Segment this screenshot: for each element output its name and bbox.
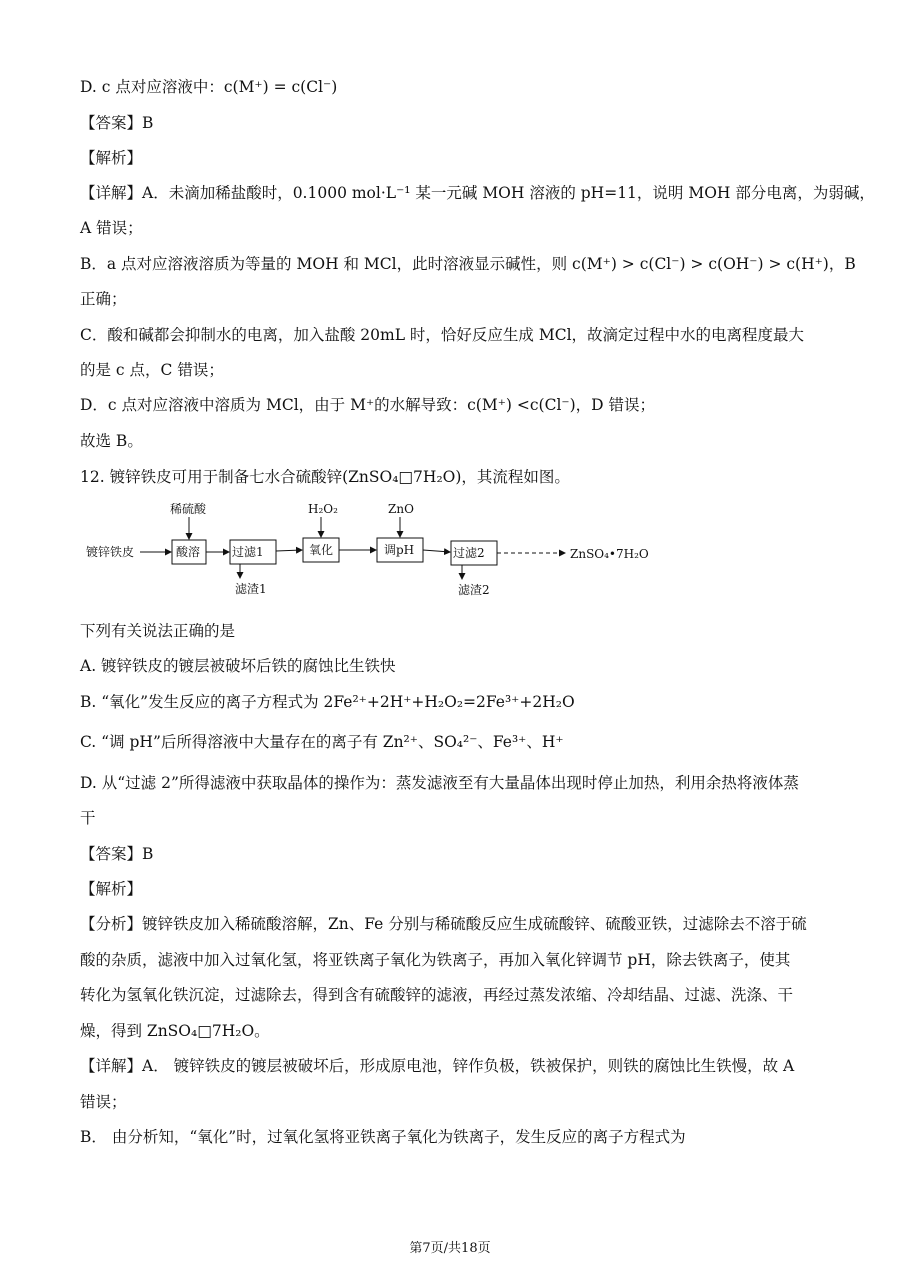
answer-label: 【答案】B [80,114,154,132]
analysis-line4: 燥，得到 ZnSO₄□7H₂O。 [80,1022,270,1040]
analysis-line1: 【分析】镀锌铁皮加入稀硫酸溶解，Zn、Fe 分别与稀硫酸反应生成硫酸锌、硫酸亚铁，过滤除去不溶于硫 [80,915,807,933]
answer-label-2: 【答案】B [80,845,154,863]
flow-step-filter-1: 过滤1 [232,545,264,559]
detail-c-line2: 的是 c 点，C 错误； [80,361,224,379]
flow-reagent-acid: 稀硫酸 [170,502,207,516]
flow-product: ZnSO₄•7H₂O [570,547,649,561]
process-flowchart [80,500,680,605]
option-b: B. “氧化”发生反应的离子方程式为 2Fe²⁺+2H⁺+H₂O₂=2Fe³⁺+2H₂O [80,693,575,711]
detail-a-line2: A 错误； [80,219,143,237]
flow-step-acid-dissolve: 酸溶 [176,545,201,559]
analysis-line2: 酸的杂质，滤液中加入过氧化氢，将亚铁离子氧化为铁离子，再加入氧化锌调节 pH，除去铁离子，使其 [80,951,791,969]
detail-a2-line1: 【详解】A． 镀锌铁皮的镀层被破坏后，形成原电池，锌作负极，铁被保护，则铁的腐蚀比生铁慢，故 A [80,1057,795,1075]
analysis-label: 【解析】 [80,149,143,167]
detail-c-line1: C．酸和碱都会抑制水的电离，加入盐酸 20mL 时，恰好反应生成 MCl，故滴定过程中水的电离程度最大 [80,326,805,344]
flow-step-oxidize: 氧化 [309,543,334,557]
analysis-line3: 转化为氢氧化铁沉淀，过滤除去，得到含有硫酸锌的滤液，再经过蒸发浓缩、冷却结晶、过滤、洗涤、干 [80,986,794,1004]
option-d-line1: D. 从“过滤 2”所得滤液中获取晶体的操作为：蒸发滤液至有大量晶体出现时停止加热，利用余热将液体蒸 [80,774,799,792]
detail-a2-line2: 错误； [80,1093,127,1111]
flow-reagent-ph-agent: ZnO [388,502,414,516]
detail-b-line1: B．a 点对应溶液溶质为等量的 MOH 和 MCl，此时溶液显示碱性，则 c(M⁺) > c(Cl⁻) > c(OH⁻) > c(H⁺)，B [80,255,856,273]
option-d-line2: 干 [80,809,96,827]
flow-step-adjust-ph: 调pH [384,543,415,557]
option-a: A. 镀锌铁皮的镀层被破坏后铁的腐蚀比生铁快 [80,657,396,675]
choose-b: 故选 B。 [80,432,143,450]
analysis-label-2: 【解析】 [80,880,143,898]
flow-residue-2: 滤渣2 [458,583,490,597]
detail-b-line2: 正确； [80,290,127,308]
flow-step-filter-2: 过滤2 [453,546,485,560]
question-12-stem: 12. 镀锌铁皮可用于制备七水合硫酸锌(ZnSO₄□7H₂O)，其流程如图。 [80,468,570,486]
detail-d-line: D．c 点对应溶液中溶质为 MCl，由于 M⁺的水解导致：c(M⁺) <c(Cl⁻)，D 错误； [80,396,656,414]
question-prompt: 下列有关说法正确的是 [80,622,236,640]
detail-a-line1: 【详解】A．未滴加稀盐酸时，0.1000 mol·L⁻¹ 某一元碱 MOH 溶液的 pH=11，说明 MOH 部分电离，为弱碱， [80,184,875,202]
option-c: C. “调 pH”后所得溶液中大量存在的离子有 Zn²⁺、SO₄²⁻、Fe³⁺、H⁺ [80,733,564,751]
flow-start-material: 镀锌铁皮 [86,545,135,559]
detail-b2-line1: B． 由分析知，“氧化”时，过氧化氢将亚铁离子氧化为铁离子，发生反应的离子方程式为 [80,1128,686,1146]
page-footer: 第7页/共18页 [409,1241,491,1256]
flow-residue-1: 滤渣1 [235,582,267,596]
option-d-previous: D. c 点对应溶液中：c(M⁺) = c(Cl⁻) [80,78,338,96]
flow-reagent-oxidant: H₂O₂ [308,502,338,516]
